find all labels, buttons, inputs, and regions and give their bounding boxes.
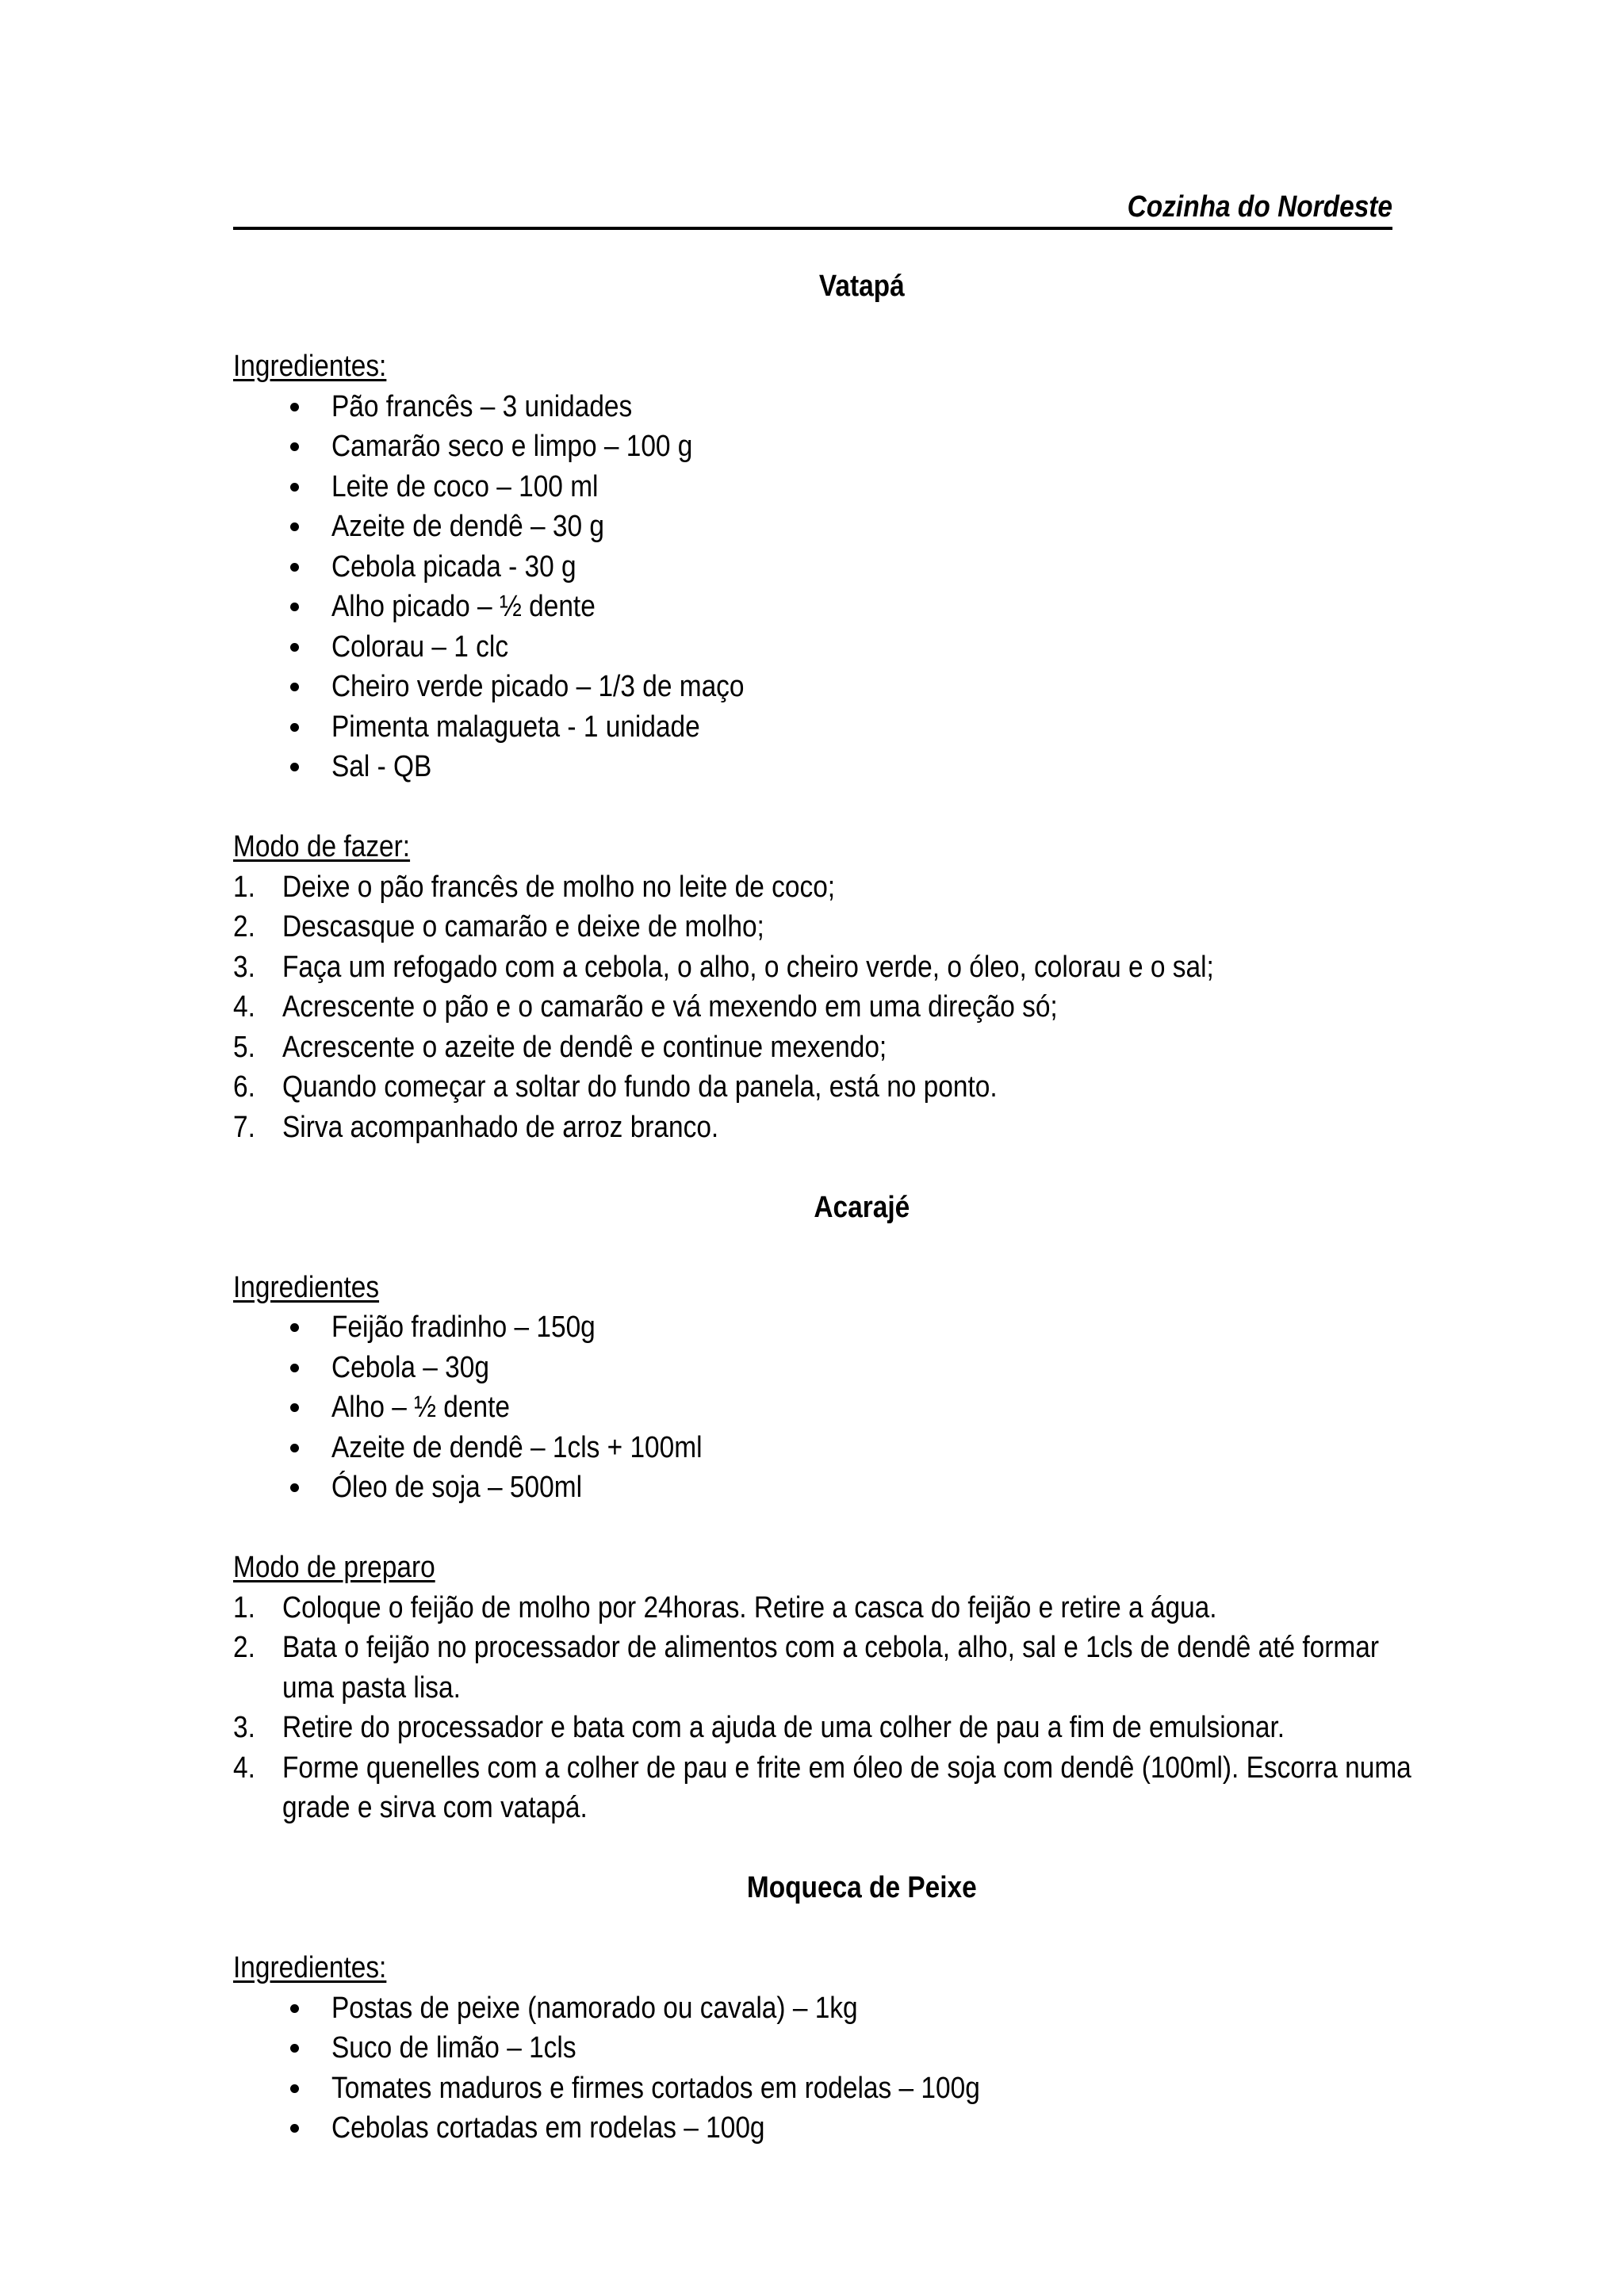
recipe-title: Acarajé [814, 1190, 910, 1224]
step-item: 3. Faça um refogado com a cebola, o alho, o cheiro verde, o óleo, colorau e o sal; [233, 950, 1214, 984]
ingredient-item: Leite de coco – 100 ml [233, 467, 1407, 507]
bullet-icon [290, 2004, 299, 2013]
step-item: 2. Bata o feijão no processador de alimentos com a cebola, alho, sal e 1cls de dendê até formar uma pasta lisa. [233, 1631, 1380, 1705]
header-title: Cozinha do Nordeste [1127, 190, 1392, 224]
ingredient-item: Cebola picada - 30 g [233, 547, 1407, 587]
bullet-icon [290, 522, 299, 531]
bullet-icon [290, 1323, 299, 1332]
step-item: 1. Coloque o feijão de molho por 24horas. Retire a casca do feijão e retire a água. [233, 1590, 1217, 1624]
document-body [233, 266, 1411, 2149]
bullet-icon [290, 563, 299, 572]
bullet-icon [290, 442, 299, 451]
ingredient-item: Azeite de dendê – 1cls + 100ml [233, 1428, 1407, 1468]
ingredient-item: Alho picado – ½ dente [233, 587, 1407, 627]
ingredient-item: Tomates maduros e firmes cortados em rodelas – 100g [233, 2068, 1407, 2109]
ingredients-label: Ingredientes [233, 1270, 380, 1304]
bullet-icon [290, 643, 299, 652]
bullet-icon [290, 2044, 299, 2053]
ingredient-item: Pão francês – 3 unidades [233, 387, 1407, 427]
ingredient-item: Colorau – 1 clc [233, 627, 1407, 668]
bullet-icon [290, 683, 299, 691]
ingredient-item: Camarão seco e limpo – 100 g [233, 427, 1407, 467]
step-item: 6. Quando começar a soltar do fundo da panela, está no ponto. [233, 1070, 998, 1104]
bullet-icon [290, 2124, 299, 2133]
ingredient-item: Cheiro verde picado – 1/3 de maço [233, 667, 1407, 707]
ingredients-list [233, 1988, 1407, 2149]
bullet-icon [290, 1364, 299, 1372]
step-item: 3. Retire do processador e bata com a ajuda de uma colher de pau a fim de emulsionar. [233, 1711, 1285, 1744]
ingredient-item: Cebola – 30g [233, 1348, 1407, 1388]
step-item: 4. Forme quenelles com a colher de pau e frite em óleo de soja com dendê (100ml). Escorra numa grade e sirva com vatapá. [233, 1751, 1411, 1824]
ingredient-item: Postas de peixe (namorado ou cavala) – 1kg [233, 1988, 1407, 2029]
step-item: 4. Acrescente o pão e o camarão e vá mexendo em uma direção só; [233, 990, 1058, 1024]
steps-list [233, 1588, 1411, 1828]
step-item: 1. Deixe o pão francês de molho no leite de coco; [233, 870, 836, 904]
steps-list [233, 867, 1407, 1148]
method-label: Modo de preparo [233, 1551, 435, 1584]
bullet-icon [290, 723, 299, 732]
step-item: 7. Sirva acompanhado de arroz branco. [233, 1110, 719, 1144]
ingredient-item: Sal - QB [233, 747, 1407, 787]
recipe-acaraje [233, 1188, 1411, 1828]
ingredient-item: Cebolas cortadas em rodelas – 100g [233, 2108, 1407, 2149]
recipe-vatapa [233, 266, 1407, 1147]
step-item: 5. Acrescente o azeite de dendê e continue mexendo; [233, 1030, 887, 1064]
ingredient-item: Óleo de soja – 500ml [233, 1468, 1407, 1508]
bullet-icon [290, 763, 299, 771]
step-item: 2. Descasque o camarão e deixe de molho; [233, 910, 764, 943]
recipe-moqueca [233, 1868, 1407, 2149]
ingredients-list [233, 387, 1407, 787]
ingredient-item: Pimenta malagueta - 1 unidade [233, 707, 1407, 748]
ingredients-label: Ingredientes: [233, 1951, 387, 1984]
ingredient-item: Suco de limão – 1cls [233, 2028, 1407, 2068]
bullet-icon [290, 603, 299, 611]
bullet-icon [290, 1483, 299, 1492]
recipe-title: Vatapá [818, 270, 905, 303]
method-label: Modo de fazer: [233, 830, 411, 863]
ingredient-item: Azeite de dendê – 30 g [233, 507, 1407, 547]
bullet-icon [290, 483, 299, 492]
bullet-icon [290, 403, 299, 411]
page-header [233, 190, 1392, 230]
recipe-title: Moqueca de Peixe [746, 1871, 977, 1904]
ingredient-item: Feijão fradinho – 150g [233, 1307, 1407, 1348]
bullet-icon [290, 1403, 299, 1412]
ingredient-item: Alho – ½ dente [233, 1387, 1407, 1428]
bullet-icon [290, 1444, 299, 1452]
ingredients-list [233, 1307, 1407, 1508]
bullet-icon [290, 2084, 299, 2093]
ingredients-label: Ingredientes: [233, 350, 387, 383]
